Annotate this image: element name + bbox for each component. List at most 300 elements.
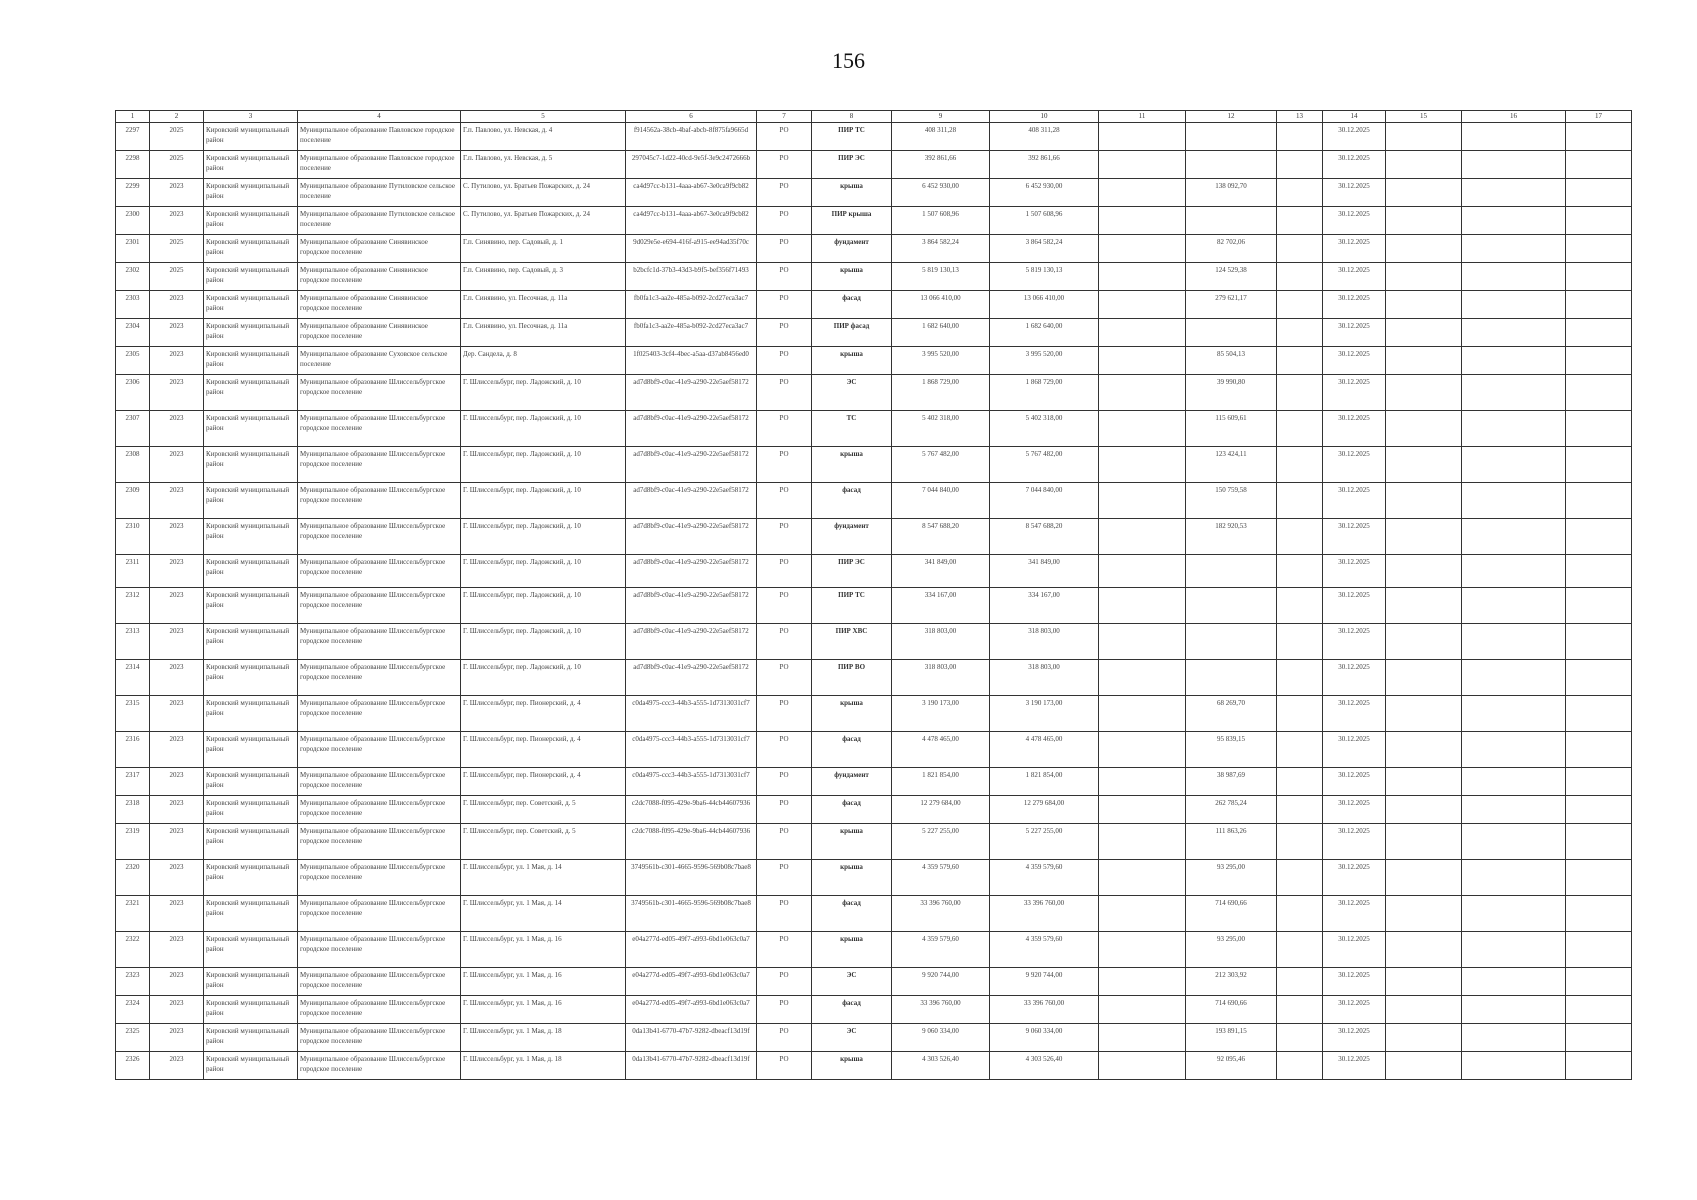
column-number-2: 2	[150, 111, 204, 123]
table-row	[116, 375, 1632, 411]
empty-cell-13	[1277, 207, 1323, 235]
empty-cell-13	[1277, 824, 1323, 860]
deadline-cell: 30.12.2025	[1323, 555, 1386, 588]
row-number: 2323	[116, 968, 150, 996]
table-row	[116, 151, 1632, 179]
empty-cell-11	[1099, 447, 1186, 483]
district-cell: Кировский муниципальный район	[204, 968, 298, 996]
work-type-cell: ПИР ТС	[812, 123, 892, 151]
row-number: 2324	[116, 996, 150, 1024]
cost-cell: 341 849,00	[892, 555, 990, 588]
control-cost-cell: 93 295,00	[1186, 932, 1277, 968]
empty-cell-17	[1566, 588, 1632, 624]
empty-cell-11	[1099, 896, 1186, 932]
municipality-cell: Муниципальное образование Шлиссельбургское городское поселение	[298, 768, 461, 796]
year-cell: 2023	[150, 932, 204, 968]
address-cell: С. Путилово, ул. Братьев Пожарских, д. 24	[461, 207, 626, 235]
control-cost-cell	[1186, 624, 1277, 660]
control-cost-cell: 115 609,61	[1186, 411, 1277, 447]
year-cell: 2023	[150, 555, 204, 588]
row-number: 2321	[116, 896, 150, 932]
cost-cell: 318 803,00	[892, 660, 990, 696]
house-code-cell: c0da4975-ccc3-44b3-a555-1d7313031cf7	[626, 696, 757, 732]
empty-cell-16	[1462, 860, 1566, 896]
table-row	[116, 555, 1632, 588]
empty-cell-17	[1566, 447, 1632, 483]
year-cell: 2023	[150, 1052, 204, 1080]
empty-cell-15	[1386, 932, 1462, 968]
year-cell: 2023	[150, 696, 204, 732]
control-cost-cell: 714 690,66	[1186, 896, 1277, 932]
cost-cell: 4 359 579,60	[892, 932, 990, 968]
address-cell: Г. Шлиссельбург, ул. 1 Мая, д. 14	[461, 860, 626, 896]
year-cell: 2025	[150, 151, 204, 179]
empty-cell-17	[1566, 768, 1632, 796]
control-cost-cell: 92 095,46	[1186, 1052, 1277, 1080]
cost-total-cell: 3 190 173,00	[990, 696, 1099, 732]
work-type-cell: крыша	[812, 932, 892, 968]
deadline-cell: 30.12.2025	[1323, 235, 1386, 263]
empty-cell-11	[1099, 588, 1186, 624]
control-cost-cell: 193 891,15	[1186, 1024, 1277, 1052]
empty-cell-13	[1277, 151, 1323, 179]
empty-cell-17	[1566, 519, 1632, 555]
row-number: 2298	[116, 151, 150, 179]
work-type-cell: крыша	[812, 179, 892, 207]
empty-cell-13	[1277, 732, 1323, 768]
row-number: 2299	[116, 179, 150, 207]
house-code-cell: ad7d8bf9-c0ac-41e9-a290-22e5aef58172	[626, 375, 757, 411]
municipality-cell: Муниципальное образование Шлиссельбургское городское поселение	[298, 1052, 461, 1080]
municipality-cell: Муниципальное образование Суховское сельское поселение	[298, 347, 461, 375]
cost-total-cell: 9 920 744,00	[990, 968, 1099, 996]
column-number-9: 9	[892, 111, 990, 123]
table-row	[116, 1052, 1632, 1080]
empty-cell-16	[1462, 319, 1566, 347]
cost-cell: 9 920 744,00	[892, 968, 990, 996]
municipality-cell: Муниципальное образование Шлиссельбургское городское поселение	[298, 996, 461, 1024]
deadline-cell: 30.12.2025	[1323, 824, 1386, 860]
control-cost-cell: 95 839,15	[1186, 732, 1277, 768]
table-row	[116, 235, 1632, 263]
empty-cell-16	[1462, 291, 1566, 319]
work-type-cell: ПИР ЭС	[812, 151, 892, 179]
municipality-cell: Муниципальное образование Шлиссельбургское городское поселение	[298, 860, 461, 896]
empty-cell-15	[1386, 696, 1462, 732]
cost-total-cell: 3 864 582,24	[990, 235, 1099, 263]
empty-cell-17	[1566, 696, 1632, 732]
house-code-cell: fb0fa1c3-aa2e-485a-b092-2cd27eca3ac7	[626, 291, 757, 319]
fund-source-cell: РО	[757, 411, 812, 447]
empty-cell-15	[1386, 588, 1462, 624]
empty-cell-17	[1566, 555, 1632, 588]
empty-cell-16	[1462, 588, 1566, 624]
empty-cell-17	[1566, 347, 1632, 375]
control-cost-cell: 82 702,06	[1186, 235, 1277, 263]
empty-cell-11	[1099, 555, 1186, 588]
control-cost-cell	[1186, 319, 1277, 347]
municipality-cell: Муниципальное образование Синявинское городское поселение	[298, 263, 461, 291]
column-number-16: 16	[1462, 111, 1566, 123]
cost-cell: 1 682 640,00	[892, 319, 990, 347]
empty-cell-16	[1462, 123, 1566, 151]
empty-cell-11	[1099, 996, 1186, 1024]
empty-cell-17	[1566, 824, 1632, 860]
house-code-cell: fb0fa1c3-aa2e-485a-b092-2cd27eca3ac7	[626, 319, 757, 347]
fund-source-cell: РО	[757, 235, 812, 263]
cost-total-cell: 318 803,00	[990, 660, 1099, 696]
work-type-cell: крыша	[812, 860, 892, 896]
year-cell: 2023	[150, 519, 204, 555]
empty-cell-11	[1099, 483, 1186, 519]
address-cell: Г. Шлиссельбург, ул. 1 Мая, д. 18	[461, 1052, 626, 1080]
address-cell: Г. Шлиссельбург, пер. Ладожский, д. 10	[461, 660, 626, 696]
fund-source-cell: РО	[757, 624, 812, 660]
address-cell: Г. Шлиссельбург, ул. 1 Мая, д. 16	[461, 932, 626, 968]
work-type-cell: крыша	[812, 447, 892, 483]
empty-cell-13	[1277, 235, 1323, 263]
control-cost-cell	[1186, 660, 1277, 696]
house-code-cell: e04a277d-ed05-49f7-a993-6bd1e063c0a7	[626, 968, 757, 996]
fund-source-cell: РО	[757, 291, 812, 319]
cost-cell: 8 547 688,20	[892, 519, 990, 555]
empty-cell-16	[1462, 932, 1566, 968]
empty-cell-15	[1386, 860, 1462, 896]
house-code-cell: c2dc7088-f095-429e-9ba6-44cb44607936	[626, 796, 757, 824]
municipality-cell: Муниципальное образование Шлиссельбургское городское поселение	[298, 896, 461, 932]
municipality-cell: Муниципальное образование Шлиссельбургское городское поселение	[298, 624, 461, 660]
empty-cell-13	[1277, 968, 1323, 996]
empty-cell-15	[1386, 519, 1462, 555]
empty-cell-13	[1277, 624, 1323, 660]
row-number: 2322	[116, 932, 150, 968]
deadline-cell: 30.12.2025	[1323, 732, 1386, 768]
district-cell: Кировский муниципальный район	[204, 235, 298, 263]
empty-cell-13	[1277, 123, 1323, 151]
deadline-cell: 30.12.2025	[1323, 996, 1386, 1024]
deadline-cell: 30.12.2025	[1323, 588, 1386, 624]
fund-source-cell: РО	[757, 207, 812, 235]
deadline-cell: 30.12.2025	[1323, 796, 1386, 824]
empty-cell-16	[1462, 660, 1566, 696]
empty-cell-13	[1277, 796, 1323, 824]
district-cell: Кировский муниципальный район	[204, 291, 298, 319]
fund-source-cell: РО	[757, 996, 812, 1024]
address-cell: Г. Шлиссельбург, пер. Советский, д. 5	[461, 824, 626, 860]
cost-cell: 4 478 465,00	[892, 732, 990, 768]
empty-cell-15	[1386, 319, 1462, 347]
cost-total-cell: 341 849,00	[990, 555, 1099, 588]
year-cell: 2023	[150, 319, 204, 347]
house-code-cell: c0da4975-ccc3-44b3-a555-1d7313031cf7	[626, 768, 757, 796]
column-number-17: 17	[1566, 111, 1632, 123]
row-number: 2326	[116, 1052, 150, 1080]
work-type-cell: крыша	[812, 824, 892, 860]
empty-cell-16	[1462, 263, 1566, 291]
empty-cell-15	[1386, 624, 1462, 660]
empty-cell-17	[1566, 483, 1632, 519]
year-cell: 2023	[150, 824, 204, 860]
cost-total-cell: 33 396 760,00	[990, 896, 1099, 932]
municipality-cell: Муниципальное образование Путиловское сельское поселение	[298, 207, 461, 235]
municipality-cell: Муниципальное образование Синявинское городское поселение	[298, 319, 461, 347]
control-cost-cell: 123 424,11	[1186, 447, 1277, 483]
empty-cell-11	[1099, 968, 1186, 996]
row-number: 2320	[116, 860, 150, 896]
house-code-cell: f914562a-38cb-4baf-abcb-8f875fa9665d	[626, 123, 757, 151]
empty-cell-17	[1566, 624, 1632, 660]
cost-cell: 33 396 760,00	[892, 996, 990, 1024]
district-cell: Кировский муниципальный район	[204, 996, 298, 1024]
control-cost-cell: 68 269,70	[1186, 696, 1277, 732]
row-number: 2314	[116, 660, 150, 696]
cost-cell: 33 396 760,00	[892, 896, 990, 932]
deadline-cell: 30.12.2025	[1323, 179, 1386, 207]
house-code-cell: c0da4975-ccc3-44b3-a555-1d7313031cf7	[626, 732, 757, 768]
empty-cell-17	[1566, 1024, 1632, 1052]
table-row	[116, 207, 1632, 235]
fund-source-cell: РО	[757, 932, 812, 968]
house-code-cell: e04a277d-ed05-49f7-a993-6bd1e063c0a7	[626, 996, 757, 1024]
house-code-cell: 0da13b41-6770-47b7-9282-dbeacf13d19f	[626, 1024, 757, 1052]
address-cell: Г.п. Синявино, ул. Песочная, д. 11а	[461, 319, 626, 347]
municipality-cell: Муниципальное образование Путиловское сельское поселение	[298, 179, 461, 207]
fund-source-cell: РО	[757, 768, 812, 796]
empty-cell-16	[1462, 624, 1566, 660]
empty-cell-11	[1099, 207, 1186, 235]
empty-cell-16	[1462, 696, 1566, 732]
empty-cell-13	[1277, 1024, 1323, 1052]
empty-cell-16	[1462, 483, 1566, 519]
deadline-cell: 30.12.2025	[1323, 624, 1386, 660]
deadline-cell: 30.12.2025	[1323, 291, 1386, 319]
row-number: 2318	[116, 796, 150, 824]
house-code-cell: ca4d97cc-b131-4aaa-ab67-3e0ca9f9cb82	[626, 179, 757, 207]
column-number-11: 11	[1099, 111, 1186, 123]
empty-cell-16	[1462, 996, 1566, 1024]
cost-cell: 318 803,00	[892, 624, 990, 660]
cost-cell: 9 060 334,00	[892, 1024, 990, 1052]
municipality-cell: Муниципальное образование Шлиссельбургское городское поселение	[298, 696, 461, 732]
cost-cell: 334 167,00	[892, 588, 990, 624]
deadline-cell: 30.12.2025	[1323, 319, 1386, 347]
district-cell: Кировский муниципальный район	[204, 411, 298, 447]
empty-cell-11	[1099, 123, 1186, 151]
empty-cell-15	[1386, 291, 1462, 319]
municipality-cell: Муниципальное образование Шлиссельбургское городское поселение	[298, 483, 461, 519]
cost-cell: 3 864 582,24	[892, 235, 990, 263]
row-number: 2325	[116, 1024, 150, 1052]
address-cell: Г. Шлиссельбург, ул. 1 Мая, д. 14	[461, 896, 626, 932]
district-cell: Кировский муниципальный район	[204, 896, 298, 932]
row-number: 2310	[116, 519, 150, 555]
cost-cell: 3 995 520,00	[892, 347, 990, 375]
empty-cell-17	[1566, 291, 1632, 319]
column-number-6: 6	[626, 111, 757, 123]
work-type-cell: фасад	[812, 796, 892, 824]
empty-cell-11	[1099, 519, 1186, 555]
row-number: 2297	[116, 123, 150, 151]
district-cell: Кировский муниципальный район	[204, 555, 298, 588]
row-number: 2303	[116, 291, 150, 319]
empty-cell-15	[1386, 235, 1462, 263]
district-cell: Кировский муниципальный район	[204, 519, 298, 555]
column-number-13: 13	[1277, 111, 1323, 123]
house-code-cell: ad7d8bf9-c0ac-41e9-a290-22e5aef58172	[626, 411, 757, 447]
house-code-cell: ad7d8bf9-c0ac-41e9-a290-22e5aef58172	[626, 588, 757, 624]
empty-cell-16	[1462, 896, 1566, 932]
empty-cell-16	[1462, 1052, 1566, 1080]
table-row	[116, 996, 1632, 1024]
address-cell: Г. Шлиссельбург, пер. Советский, д. 5	[461, 796, 626, 824]
cost-total-cell: 7 044 840,00	[990, 483, 1099, 519]
empty-cell-15	[1386, 1052, 1462, 1080]
cost-cell: 1 821 854,00	[892, 768, 990, 796]
municipality-cell: Муниципальное образование Шлиссельбургское городское поселение	[298, 555, 461, 588]
empty-cell-13	[1277, 660, 1323, 696]
table-row	[116, 411, 1632, 447]
work-type-cell: фасад	[812, 732, 892, 768]
district-cell: Кировский муниципальный район	[204, 263, 298, 291]
empty-cell-16	[1462, 796, 1566, 824]
deadline-cell: 30.12.2025	[1323, 447, 1386, 483]
address-cell: Г. Шлиссельбург, пер. Ладожский, д. 10	[461, 447, 626, 483]
fund-source-cell: РО	[757, 696, 812, 732]
house-code-cell: ca4d97cc-b131-4aaa-ab67-3e0ca9f9cb82	[626, 207, 757, 235]
year-cell: 2023	[150, 624, 204, 660]
table-row	[116, 588, 1632, 624]
cost-cell: 4 359 579,60	[892, 860, 990, 896]
empty-cell-13	[1277, 768, 1323, 796]
cost-cell: 408 311,28	[892, 123, 990, 151]
table-row	[116, 347, 1632, 375]
empty-cell-11	[1099, 263, 1186, 291]
empty-cell-16	[1462, 375, 1566, 411]
address-cell: Г. Шлиссельбург, ул. 1 Мая, д. 16	[461, 996, 626, 1024]
municipality-cell: Муниципальное образование Шлиссельбургское городское поселение	[298, 732, 461, 768]
address-cell: Г. Шлиссельбург, ул. 1 Мая, д. 16	[461, 968, 626, 996]
table-row	[116, 447, 1632, 483]
empty-cell-17	[1566, 151, 1632, 179]
district-cell: Кировский муниципальный район	[204, 624, 298, 660]
empty-cell-16	[1462, 968, 1566, 996]
empty-cell-15	[1386, 768, 1462, 796]
fund-source-cell: РО	[757, 860, 812, 896]
district-cell: Кировский муниципальный район	[204, 696, 298, 732]
district-cell: Кировский муниципальный район	[204, 375, 298, 411]
year-cell: 2023	[150, 483, 204, 519]
empty-cell-15	[1386, 151, 1462, 179]
year-cell: 2023	[150, 796, 204, 824]
deadline-cell: 30.12.2025	[1323, 860, 1386, 896]
work-type-cell: ПИР ХВС	[812, 624, 892, 660]
cost-total-cell: 6 452 930,00	[990, 179, 1099, 207]
cost-total-cell: 4 303 526,40	[990, 1052, 1099, 1080]
empty-cell-17	[1566, 411, 1632, 447]
empty-cell-15	[1386, 1024, 1462, 1052]
fund-source-cell: РО	[757, 796, 812, 824]
address-cell: Дер. Сандела, д. 8	[461, 347, 626, 375]
empty-cell-13	[1277, 447, 1323, 483]
year-cell: 2023	[150, 375, 204, 411]
control-cost-cell: 85 504,13	[1186, 347, 1277, 375]
table-row	[116, 483, 1632, 519]
address-cell: Г. Шлиссельбург, пер. Ладожский, д. 10	[461, 588, 626, 624]
fund-source-cell: РО	[757, 1052, 812, 1080]
fund-source-cell: РО	[757, 447, 812, 483]
municipality-cell: Муниципальное образование Шлиссельбургское городское поселение	[298, 824, 461, 860]
address-cell: Г. Шлиссельбург, пер. Ладожский, д. 10	[461, 519, 626, 555]
table-row	[116, 768, 1632, 796]
empty-cell-15	[1386, 483, 1462, 519]
deadline-cell: 30.12.2025	[1323, 932, 1386, 968]
address-cell: Г. Шлиссельбург, пер. Ладожский, д. 10	[461, 555, 626, 588]
row-number: 2305	[116, 347, 150, 375]
control-cost-cell: 182 920,53	[1186, 519, 1277, 555]
control-cost-cell: 138 092,70	[1186, 179, 1277, 207]
cost-total-cell: 8 547 688,20	[990, 519, 1099, 555]
empty-cell-13	[1277, 375, 1323, 411]
municipality-cell: Муниципальное образование Шлиссельбургское городское поселение	[298, 932, 461, 968]
cost-total-cell: 13 066 410,00	[990, 291, 1099, 319]
row-number: 2300	[116, 207, 150, 235]
district-cell: Кировский муниципальный район	[204, 483, 298, 519]
empty-cell-17	[1566, 796, 1632, 824]
work-type-cell: крыша	[812, 696, 892, 732]
empty-cell-13	[1277, 347, 1323, 375]
deadline-cell: 30.12.2025	[1323, 1052, 1386, 1080]
table-row	[116, 1024, 1632, 1052]
house-code-cell: e04a277d-ed05-49f7-a993-6bd1e063c0a7	[626, 932, 757, 968]
empty-cell-16	[1462, 519, 1566, 555]
fund-source-cell: РО	[757, 179, 812, 207]
house-code-cell: ad7d8bf9-c0ac-41e9-a290-22e5aef58172	[626, 519, 757, 555]
municipality-cell: Муниципальное образование Шлиссельбургское городское поселение	[298, 519, 461, 555]
year-cell: 2025	[150, 235, 204, 263]
empty-cell-13	[1277, 555, 1323, 588]
year-cell: 2025	[150, 123, 204, 151]
control-cost-cell	[1186, 588, 1277, 624]
empty-cell-13	[1277, 263, 1323, 291]
house-code-cell: 1f025403-3cf4-4bec-a5aa-d37ab8456ed0	[626, 347, 757, 375]
column-number-12: 12	[1186, 111, 1277, 123]
house-code-cell: b2bcfc1d-37b3-43d3-b9f5-bef356f71493	[626, 263, 757, 291]
year-cell: 2023	[150, 660, 204, 696]
deadline-cell: 30.12.2025	[1323, 896, 1386, 932]
row-number: 2301	[116, 235, 150, 263]
year-cell: 2023	[150, 179, 204, 207]
empty-cell-16	[1462, 555, 1566, 588]
empty-cell-11	[1099, 932, 1186, 968]
address-cell: Г. Шлиссельбург, пер. Пионерский, д. 4	[461, 696, 626, 732]
cost-cell: 392 861,66	[892, 151, 990, 179]
empty-cell-11	[1099, 824, 1186, 860]
district-cell: Кировский муниципальный район	[204, 319, 298, 347]
column-number-5: 5	[461, 111, 626, 123]
address-cell: С. Путилово, ул. Братьев Пожарских, д. 24	[461, 179, 626, 207]
empty-cell-13	[1277, 1052, 1323, 1080]
municipality-cell: Муниципальное образование Шлиссельбургское городское поселение	[298, 796, 461, 824]
empty-cell-17	[1566, 263, 1632, 291]
row-number: 2315	[116, 696, 150, 732]
table-row	[116, 660, 1632, 696]
row-number: 2313	[116, 624, 150, 660]
empty-cell-13	[1277, 996, 1323, 1024]
district-cell: Кировский муниципальный район	[204, 179, 298, 207]
row-number: 2306	[116, 375, 150, 411]
district-cell: Кировский муниципальный район	[204, 660, 298, 696]
year-cell: 2023	[150, 896, 204, 932]
